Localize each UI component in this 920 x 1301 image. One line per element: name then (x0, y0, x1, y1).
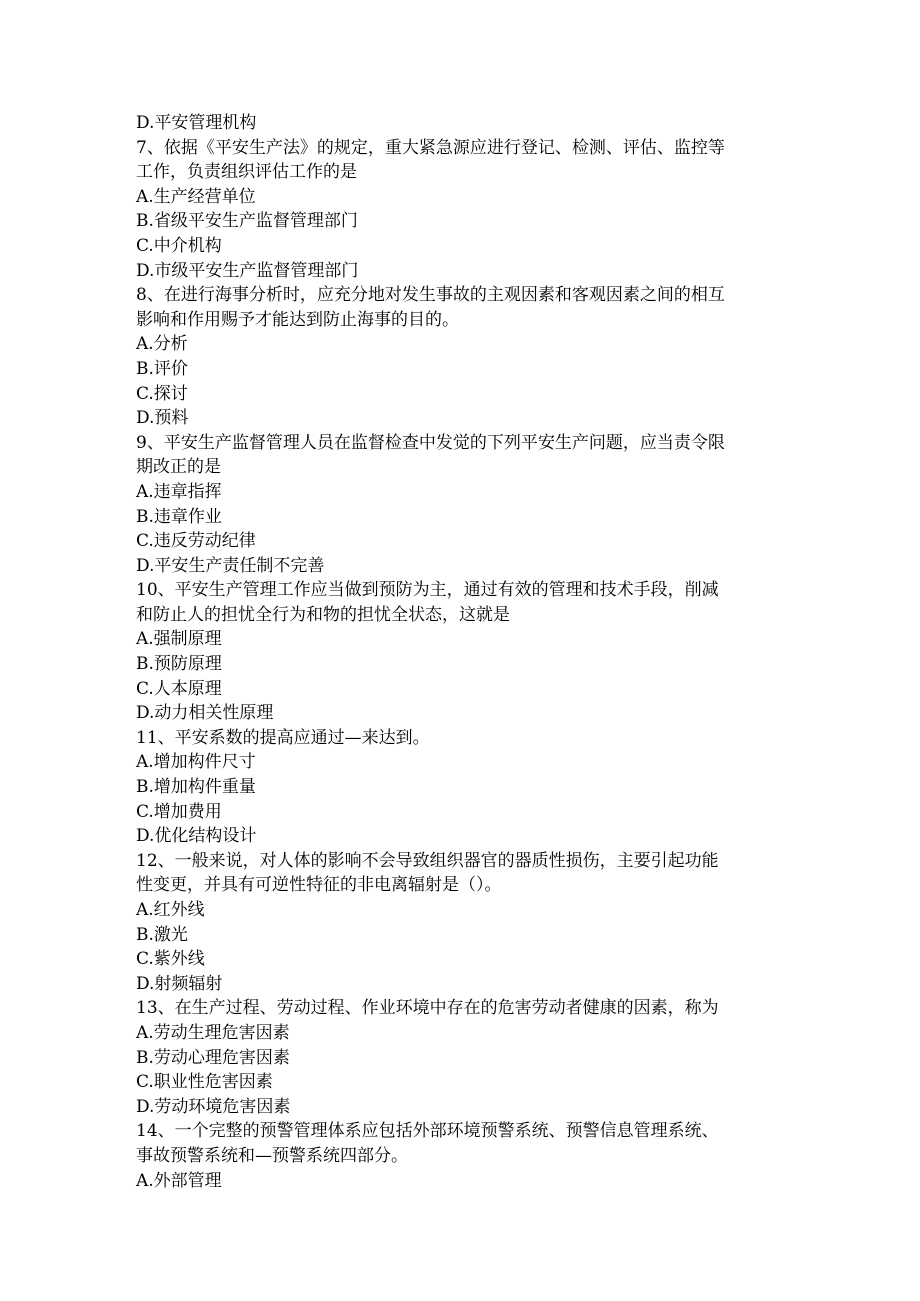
option-a: A.劳动生理危害因素 (136, 1022, 290, 1043)
option-a: A.增加构件尺寸 (136, 752, 256, 773)
option-d: D.射频辐射 (136, 973, 223, 994)
option-b: B.增加构件重量 (136, 777, 256, 798)
question-10-text-cont: 和防止人的担忧全行为和物的担忧全状态，这就是 (136, 604, 510, 625)
option-a: A.分析 (136, 334, 188, 355)
option-a: A.强制原理 (136, 629, 222, 650)
option-d: D.平安管理机构 (136, 113, 257, 133)
option-c: C.违反劳动纪律 (136, 531, 256, 552)
option-d: D.市级平安生产监督管理部门 (136, 260, 359, 281)
option-b: B.省级平安生产监督管理部门 (136, 211, 358, 232)
option-d: D.动力相关性原理 (136, 703, 274, 724)
question-13-text: 13、在生产过程、劳动过程、作业环境中存在的危害劳动者健康的因素，称为 (136, 998, 719, 1019)
question-14-text-cont: 事故预警系统和—预警系统四部分。 (136, 1145, 408, 1166)
option-b: B.预防原理 (136, 654, 222, 675)
question-8-text-cont: 影响和作用赐予才能达到防止海事的目的。 (136, 309, 459, 330)
question-9-text-cont: 期改正的是 (136, 457, 221, 478)
option-c: C.人本原理 (136, 678, 222, 699)
option-d: D.优化结构设计 (136, 826, 257, 847)
option-b: B.评价 (136, 358, 188, 379)
option-a: A.外部管理 (136, 1170, 222, 1191)
option-a: A.生产经营单位 (136, 186, 256, 207)
option-d: D.平安生产责任制不完善 (136, 555, 325, 576)
option-b: B.劳动心理危害因素 (136, 1047, 290, 1068)
question-7-text-cont: 工作，负责组织评估工作的是 (136, 162, 357, 183)
option-b: B.激光 (136, 924, 188, 945)
option-c: C.探讨 (136, 383, 188, 404)
option-c: C.职业性危害因素 (136, 1072, 273, 1093)
option-d: D.预料 (136, 408, 189, 429)
question-7-text: 7、依据《平安生产法》的规定，重大紧急源应进行登记、检测、评估、监控等 (136, 137, 725, 158)
option-c: C.中介机构 (136, 235, 222, 256)
question-11-text: 11、平安系数的提高应通过—来达到。 (136, 727, 430, 748)
question-9-text: 9、平安生产监督管理人员在监督检查中发觉的下列平安生产问题，应当责令限 (136, 432, 725, 453)
question-8-text: 8、在进行海事分析时，应充分地对发生事故的主观因素和客观因素之间的相互 (136, 285, 725, 306)
option-a: A.红外线 (136, 900, 205, 920)
option-c: C.增加费用 (136, 801, 222, 822)
document-page (136, 111, 786, 1193)
question-12-text-cont: 性变更，并具有可逆性特征的非电离辐射是（）。 (136, 875, 502, 896)
option-d: D.劳动环境危害因素 (136, 1096, 291, 1117)
question-12-text: 12、一般来说，对人体的影响不会导致组织器官的器质性损伤，主要引起功能 (136, 850, 719, 871)
option-b: B.违章作业 (136, 506, 222, 527)
question-10-text: 10、平安生产管理工作应当做到预防为主，通过有效的管理和技术手段，削减 (136, 580, 719, 601)
question-14-text: 14、一个完整的预警管理体系应包括外部环境预警系统、预警信息管理系统、 (136, 1121, 719, 1142)
option-a: A.违章指挥 (136, 481, 222, 502)
option-c: C.紫外线 (136, 949, 205, 970)
